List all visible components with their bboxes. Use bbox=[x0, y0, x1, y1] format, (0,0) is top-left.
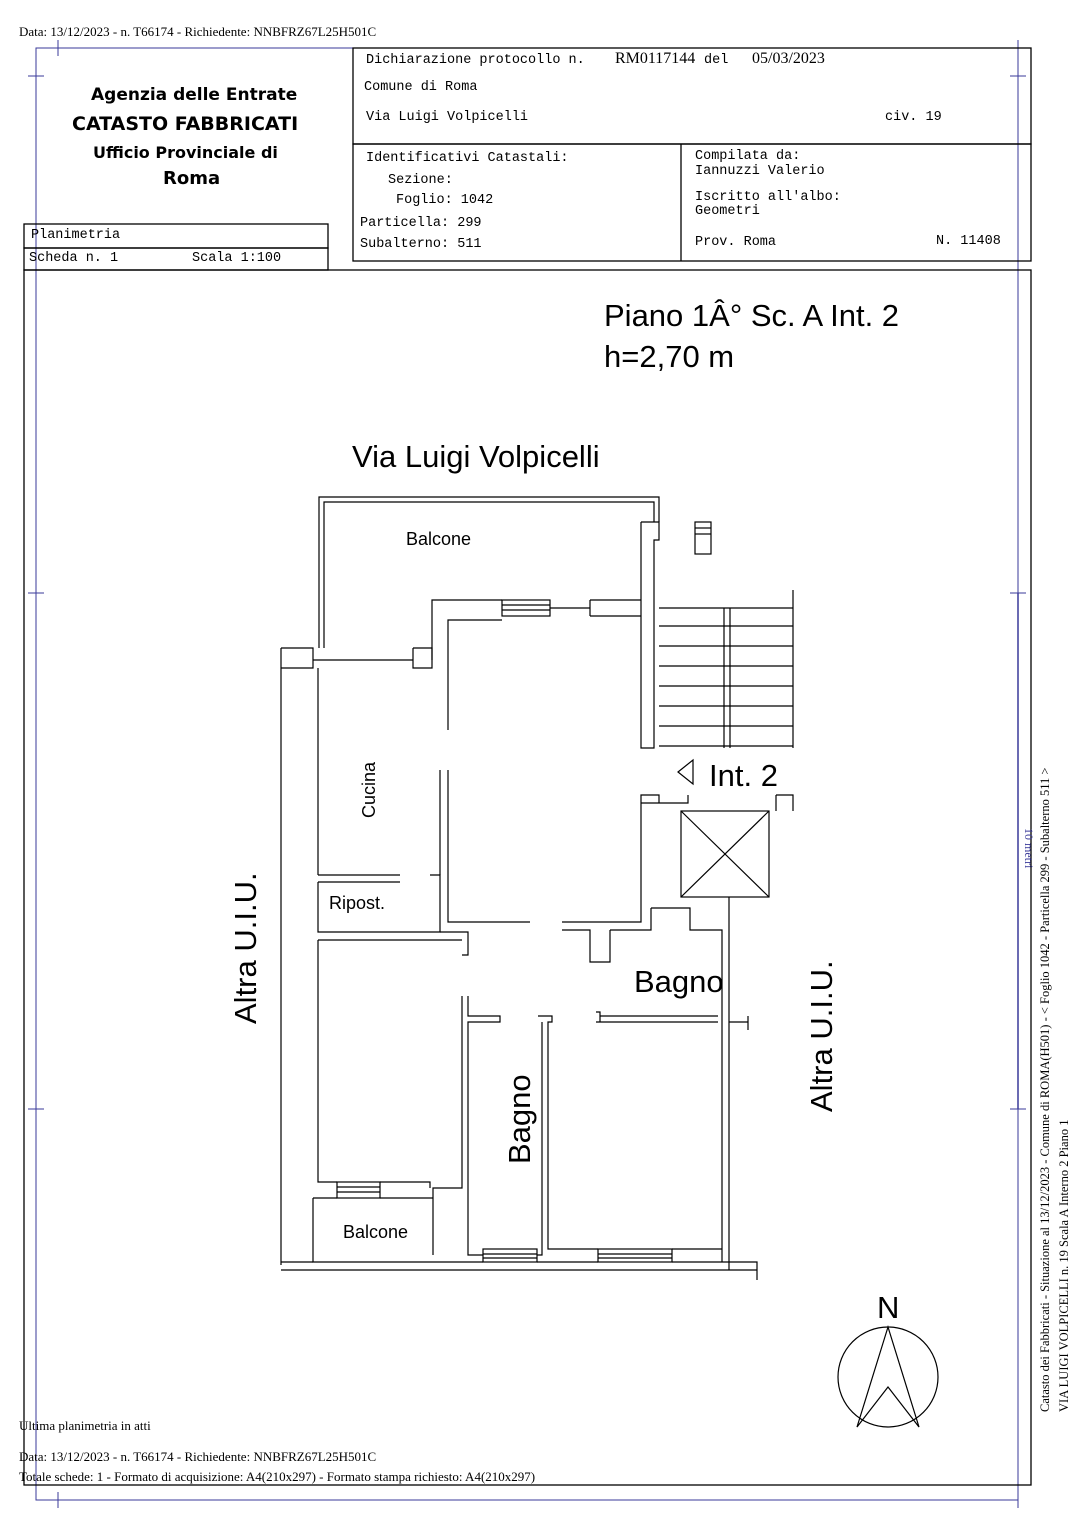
room-balcone-bottom: Balcone bbox=[343, 1222, 409, 1242]
top-request-line: Data: 13/12/2023 - n. T66174 - Richiedente: NNBFRZ67L25H501C bbox=[19, 24, 377, 39]
int2-label: Int. 2 bbox=[709, 758, 778, 793]
agency-name: Agenzia delle Entrate bbox=[91, 85, 298, 105]
protocol-date: 05/03/2023 bbox=[752, 50, 825, 67]
altra-uiu-right: Altra U.I.U. bbox=[804, 960, 839, 1112]
altra-uiu-left: Altra U.I.U. bbox=[228, 872, 263, 1024]
particella: Particella: 299 bbox=[360, 216, 482, 231]
footer-data-line: Data: 13/12/2023 - n. T66174 - Richiedente: NNBFRZ67L25H501C bbox=[19, 1449, 377, 1464]
ufficio-label: Ufficio Provinciale di bbox=[93, 143, 278, 162]
ufficio-city: Roma bbox=[163, 168, 221, 189]
via-address: Via Luigi Volpicelli bbox=[366, 110, 529, 125]
province: Prov. Roma bbox=[695, 235, 777, 250]
outer-frame bbox=[36, 48, 1018, 1500]
room-bagno-center: Bagno bbox=[502, 1074, 537, 1164]
del-label: del bbox=[704, 53, 729, 68]
scale-bar-label: 10 metri bbox=[1022, 828, 1036, 869]
comune: Comune di Roma bbox=[364, 80, 478, 95]
foglio: Foglio: 1042 bbox=[396, 193, 494, 208]
identificativi-title: Identificativi Catastali: bbox=[366, 151, 569, 166]
albo-number: N. 11408 bbox=[936, 234, 1001, 249]
scheda-number: Scheda n. 1 bbox=[29, 251, 119, 266]
protocol-number: RM0117144 bbox=[615, 50, 696, 67]
sezione: Sezione: bbox=[388, 173, 453, 188]
subalterno: Subalterno: 511 bbox=[360, 237, 482, 252]
scala: Scala 1:100 bbox=[192, 251, 282, 266]
north-label: N bbox=[877, 1290, 900, 1325]
street-label: Via Luigi Volpicelli bbox=[352, 439, 600, 474]
room-ripost: Ripost. bbox=[329, 893, 386, 913]
compiler-name: Iannuzzi Valerio bbox=[695, 164, 825, 179]
ultima-planimetria: Ultima planimetria in atti bbox=[19, 1418, 151, 1433]
civico: civ. 19 bbox=[885, 110, 942, 125]
floor-title: Piano 1Â° Sc. A Int. 2 bbox=[604, 298, 900, 333]
side-address-line: VIA LUIGI VOLPICELLI n. 19 Scala A Interno 2 Piano 1 bbox=[1057, 1119, 1071, 1412]
catasto-title: CATASTO FABBRICATI bbox=[72, 113, 299, 135]
compilata-label: Compilata da: bbox=[695, 149, 801, 164]
planimetria-label: Planimetria bbox=[31, 228, 121, 243]
room-cucina: Cucina bbox=[359, 761, 379, 818]
room-balcone-top: Balcone bbox=[406, 529, 472, 549]
albo: Geometri bbox=[695, 204, 760, 219]
declaration-label: Dichiarazione protocollo n. bbox=[366, 53, 585, 68]
ceiling-height: h=2,70 m bbox=[604, 339, 735, 374]
room-bagno-right: Bagno bbox=[634, 964, 724, 999]
north-compass bbox=[838, 1327, 938, 1427]
footer-totale-line: Totale schede: 1 - Formato di acquisizione: A4(210x297) - Formato stampa richiesto: A4(210x297) bbox=[19, 1469, 536, 1484]
iscritto-label: Iscritto all'albo: bbox=[695, 190, 841, 205]
side-cadastral-line: Catasto dei Fabbricati - Situazione al 13/12/2023 - Comune di ROMA(H501) - < Foglio 1042 - Particella 299 - Subalterno 511 > bbox=[1038, 767, 1052, 1412]
